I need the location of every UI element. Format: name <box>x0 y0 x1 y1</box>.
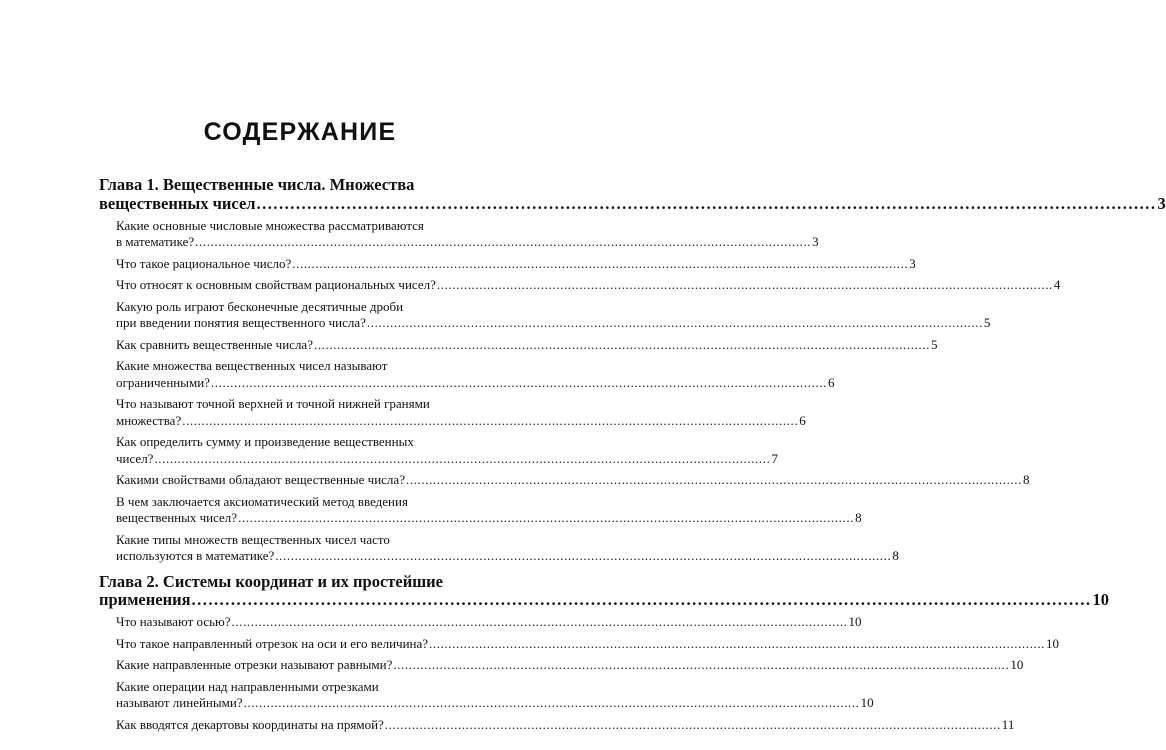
page-number: 5 <box>930 336 938 352</box>
page-number: 8 <box>855 510 862 525</box>
page-number: 4 <box>1053 277 1061 292</box>
toc-entry-title-line: Как определить сумму и произведение вещественных <box>116 434 414 449</box>
page-number: 8 <box>892 548 899 563</box>
toc-entry-title-end: используются в математике? <box>116 548 275 563</box>
page-number: 10 <box>1092 590 1110 609</box>
toc-entry-leader-line <box>116 336 938 354</box>
toc-entry[interactable] <box>116 336 938 354</box>
toc-entry-title-line: Какие основные числовые множества рассматриваются <box>116 217 424 233</box>
page-number: 10 <box>1010 657 1024 672</box>
toc-entry[interactable] <box>116 635 1060 653</box>
page-number: 3 <box>909 255 916 271</box>
table-of-contents <box>99 175 1166 733</box>
toc-entry-leader-line <box>116 657 1024 674</box>
toc-entry-title-line: В чем заключается аксиоматический метод введения <box>116 493 408 509</box>
page-number: 11 <box>1001 716 1015 732</box>
toc-entry-title-end: ограниченными? <box>116 374 210 390</box>
toc-entry-title-end: Что относят к основным свойствам рациональных чисел? <box>116 277 436 292</box>
chapter-heading-title-end: применения <box>99 590 191 609</box>
dot-leader: ................................................................................................................................................................ <box>393 657 1010 672</box>
toc-entry-leader-line <box>116 450 778 468</box>
page-number: 10 <box>1046 635 1060 651</box>
toc-entry[interactable] <box>116 358 835 391</box>
toc-entry-title-end: вещественных чисел? <box>116 510 238 525</box>
toc-entry-leader-line <box>116 548 899 565</box>
dot-leader: ................................................................................................................................................................ <box>292 255 909 271</box>
toc-entry[interactable] <box>116 217 819 251</box>
chapter-heading-leader-line <box>99 590 1110 610</box>
toc-entry-leader-line <box>116 255 916 273</box>
page-title: СОДЕРЖАНИЕ <box>203 118 397 146</box>
toc-entry[interactable] <box>116 678 874 712</box>
dot-leader: ................................................................................................................................................................ <box>195 234 812 249</box>
toc-entry-leader-line <box>116 277 1061 294</box>
toc-entry-leader-line <box>116 472 1030 489</box>
toc-entry[interactable] <box>116 472 1030 489</box>
toc-entry-title-line: Какие типы множеств вещественных чисел часто <box>116 531 390 547</box>
chapter-heading[interactable] <box>99 175 1166 214</box>
toc-entry-title-line: Какую роль играют бесконечные десятичные дроби <box>116 298 404 314</box>
toc-entry-leader-line <box>116 716 1015 734</box>
toc-entry[interactable] <box>116 396 806 429</box>
toc-entry-title-end: множества? <box>116 412 182 428</box>
dot-leader: ................................................................................................................................................................ <box>191 590 1092 609</box>
toc-entry-leader-line <box>116 635 1060 653</box>
toc-entry-leader-line <box>116 695 874 712</box>
page-number: 7 <box>771 450 778 466</box>
toc-entry[interactable] <box>116 493 862 527</box>
page-number: 8 <box>1022 472 1030 487</box>
toc-entry-title-end: при введении понятия вещественного числа? <box>116 315 366 330</box>
dot-leader: ................................................................................................................................................................ <box>210 374 827 390</box>
toc-entry-title-end: Что такое направленный отрезок на оси и его величина? <box>116 635 429 651</box>
dot-leader: ................................................................................................................................................................ <box>238 510 855 525</box>
page-number: 6 <box>827 374 835 390</box>
toc-entry-title-end: Какие направленные отрезки называют равными? <box>116 657 393 672</box>
chapter-heading-title-end: вещественных чисел <box>99 193 256 213</box>
toc-entry[interactable] <box>116 614 862 631</box>
toc-entry-title-end: чисел? <box>116 450 154 466</box>
toc-entry-title-end: Как сравнить вещественные числа? <box>116 336 313 352</box>
chapter-heading-leader-line <box>99 193 1166 214</box>
toc-entry[interactable] <box>116 434 778 467</box>
dot-leader: ................................................................................................................................................................ <box>275 548 892 563</box>
toc-entry[interactable] <box>116 657 1024 674</box>
page-number: 3 <box>812 234 819 249</box>
chapter-heading[interactable] <box>99 571 1110 611</box>
dot-leader: ................................................................................................................................................................ <box>182 412 799 428</box>
toc-entry-title-end: Как вводятся декартовы координаты на прямой? <box>116 716 384 732</box>
toc-entry-title-end: Что называют осью? <box>116 614 231 629</box>
dot-leader: ................................................................................................................................................................ <box>313 336 930 352</box>
page-number: 5 <box>983 315 991 330</box>
toc-entry-title-end: называют линейными? <box>116 695 243 710</box>
toc-entry[interactable] <box>116 716 1015 734</box>
toc-entry-leader-line <box>116 315 991 332</box>
dot-leader: ................................................................................................................................................................ <box>436 277 1053 292</box>
toc-entry-leader-line <box>116 374 835 392</box>
chapter-heading-title-line: Глава 2. Системы координат и их простейшие <box>99 571 443 591</box>
toc-entry-title-end: Что такое рациональное число? <box>116 255 292 271</box>
toc-entry-leader-line <box>116 234 819 251</box>
page-number: 6 <box>799 412 806 428</box>
toc-entry-leader-line <box>116 510 862 527</box>
toc-entry-leader-line <box>116 614 862 631</box>
dot-leader: ................................................................................................................................................................ <box>154 450 771 466</box>
toc-entry[interactable] <box>116 531 899 565</box>
dot-leader: ................................................................................................................................................................ <box>243 695 860 710</box>
toc-entry-title-line: Какие множества вещественных чисел называют <box>116 358 388 373</box>
page-number: 10 <box>848 614 862 629</box>
toc-entry-title-line: Что называют точной верхней и точной нижней гранями <box>116 396 430 411</box>
dot-leader: ................................................................................................................................................................ <box>366 315 983 330</box>
dot-leader: ................................................................................................................................................................ <box>405 472 1022 487</box>
toc-entry-title-line: Какие операции над направленными отрезками <box>116 678 379 694</box>
chapter-heading-title-line: Глава 1. Вещественные числа. Множества <box>99 175 415 194</box>
toc-entry-leader-line <box>116 412 806 430</box>
toc-entry[interactable] <box>116 298 991 332</box>
toc-entry[interactable] <box>116 277 1061 294</box>
page-number: 10 <box>860 695 874 710</box>
dot-leader: ................................................................................................................................................................ <box>231 614 848 629</box>
toc-entry-title-end: Какими свойствами обладают вещественные числа? <box>116 472 405 487</box>
toc-entry-title-end: в математике? <box>116 234 195 249</box>
dot-leader: ................................................................................................................................................................ <box>384 716 1001 732</box>
toc-entry[interactable] <box>116 255 916 273</box>
dot-leader: ................................................................................................................................................................ <box>429 635 1046 651</box>
dot-leader: ................................................................................................................................................................ <box>256 193 1157 213</box>
page-number: 3 <box>1157 193 1166 213</box>
